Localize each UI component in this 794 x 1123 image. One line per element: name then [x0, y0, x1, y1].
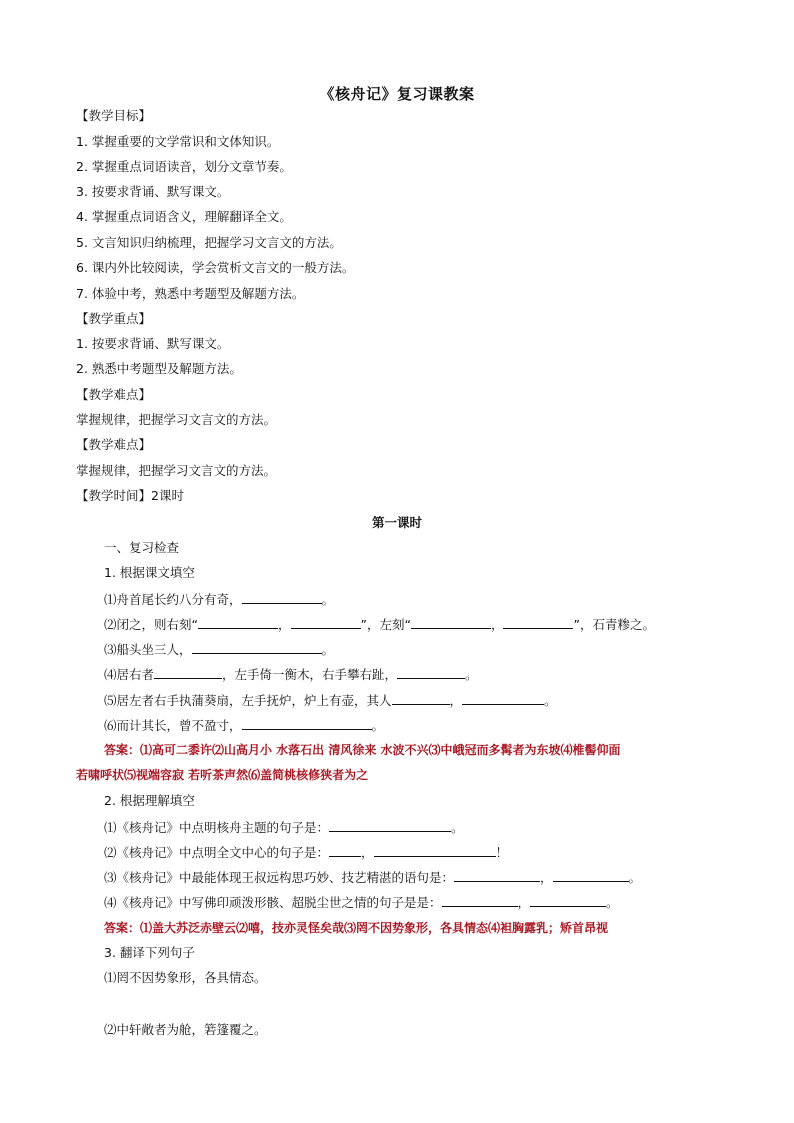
lesson-title: 第一课时 — [371, 515, 422, 530]
fill-item-2: ⑵闭之，则右刻“ ， ”，左刻“ ， ”，石青糁之。 — [104, 617, 655, 632]
blank — [397, 666, 465, 679]
fill-item-4: ⑷《核舟记》中写佛印顽泼形骸、超脱尘世之情的句子是是： ， 。 — [104, 895, 619, 910]
difficulty-text: 掌握规律，把握学习文言文的方法。 — [76, 412, 277, 427]
goal-item: 7. 体验中考，熟悉中考题型及解题方法。 — [76, 286, 305, 301]
translate-item: ⑴罔不因势象形，各具情态。 — [104, 970, 267, 985]
blank — [242, 717, 372, 730]
goal-item: 5. 文言知识归纳梳理，把握学习文言文的方法。 — [76, 235, 342, 250]
fill-item-1: ⑴舟首尾长约八分有奇， 。 — [104, 592, 335, 607]
blank — [329, 844, 361, 857]
blank — [454, 869, 540, 882]
blank — [329, 819, 451, 832]
blank — [291, 616, 361, 629]
blank — [530, 894, 606, 907]
fill-item-5: ⑸居左者右手执蒲葵扇，左手抚炉，炉上有壶，其人 ， 。 — [104, 693, 557, 708]
fill-item-6: ⑹而计其长，曾不盈寸， 。 — [104, 718, 385, 733]
answer-text-continued: 若啸呼状⑸视端容寂 若听茶声然⑹盖简桃核修狭者为之 — [76, 768, 369, 782]
answer-text: 答案：⑴高可二黍许⑵山高月小 水落石出 清风徐来 水波不兴⑶中峨冠而多髯者为东坡⑷椎髻仰面 — [104, 743, 621, 757]
difficulty-header: 【教学难点】 — [76, 437, 152, 452]
blank — [242, 591, 322, 604]
teaching-time: 【教学时间】2课时 — [76, 488, 184, 503]
blank — [503, 616, 573, 629]
fill-item-2: ⑵《核舟记》中点明全文中心的句子是： ， ！ — [104, 845, 509, 860]
question-title: 1. 根据课文填空 — [104, 565, 195, 580]
goal-item: 4. 掌握重点词语含义，理解翻译全文。 — [76, 209, 292, 224]
fill-item-1: ⑴《核舟记》中点明核舟主题的句子是： 。 — [104, 820, 464, 835]
section-heading: 一、复习检查 — [104, 540, 180, 555]
goals-header: 【教学目标】 — [76, 108, 152, 123]
blank — [192, 641, 322, 654]
goal-item: 1. 掌握重要的文学常识和文体知识。 — [76, 134, 280, 149]
goal-item: 3. 按要求背诵、默写课文。 — [76, 184, 230, 199]
blank — [462, 692, 544, 705]
fill-item-4: ⑷居右者 ，左手倚一衡木，右手攀右趾， 。 — [104, 667, 478, 682]
blank — [154, 666, 222, 679]
fill-item-3: ⑶船头坐三人， 。 — [104, 642, 335, 657]
blank — [198, 616, 278, 629]
key-header: 【教学重点】 — [76, 311, 152, 326]
question-title: 3. 翻译下列句子 — [104, 945, 195, 960]
blank — [392, 692, 450, 705]
translate-item: ⑵中轩敞者为舱，箬篷覆之。 — [104, 1022, 267, 1037]
blank — [374, 844, 496, 857]
difficulty-text: 掌握规律，把握学习文言文的方法。 — [76, 463, 277, 478]
blank — [442, 894, 518, 907]
key-item: 1. 按要求背诵、默写课文。 — [76, 336, 230, 351]
blank — [553, 869, 629, 882]
fill-item-3: ⑶《核舟记》中最能体现王叔远构思巧妙、技艺精湛的语句是： ， 。 — [104, 870, 642, 885]
difficulty-header: 【教学难点】 — [76, 387, 152, 402]
key-item: 2. 熟悉中考题型及解题方法。 — [76, 361, 242, 376]
answer-text: 答案：⑴盖大苏泛赤壁云⑵嘻，技亦灵怪矣哉⑶罔不因势象形，各具情态⑷袒胸露乳；矫首昂视 — [104, 921, 609, 935]
goal-item: 2. 掌握重点词语读音，划分文章节奏。 — [76, 159, 292, 174]
question-title: 2. 根据理解填空 — [104, 793, 195, 808]
page-title: 《核舟记》复习课教案 — [319, 85, 475, 103]
blank — [411, 616, 491, 629]
goal-item: 6. 课内外比较阅读，学会赏析文言文的一般方法。 — [76, 260, 355, 275]
